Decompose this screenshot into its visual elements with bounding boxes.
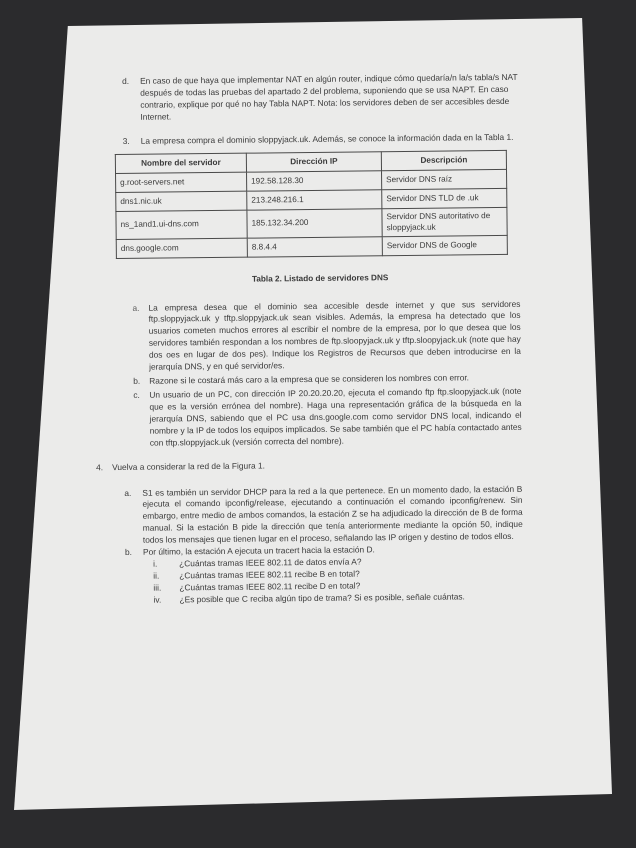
- table-cell: Servidor DNS raíz: [382, 169, 507, 189]
- question-4: [96, 457, 523, 607]
- table-cell: Servidor DNS TLD de .uk: [382, 188, 507, 208]
- table-row: [116, 235, 507, 258]
- item-text: ¿Es posible que C reciba algún tipo de trama? Si es posible, señale cuántas.: [179, 591, 465, 605]
- document-content: [96, 71, 524, 607]
- item-text: Por último, la estación A ejecuta un tracert hacia la estación D.: [142, 544, 375, 557]
- table-cell: ns_1and1.ui-dns.com: [116, 210, 247, 240]
- item-marker: a.: [132, 302, 140, 313]
- item-text: La empresa desea que el dominio sea accesible desde internet y que sus servidores ftp.sloppyjack.uk y tftp.sloppyjack.uk sean visibles. Además, la empresa ha detectado que los usuarios cometen muchos errores al escribir el nombre de la empresa, por lo que desea que los servidores también respondan a los nombres de ftp.sloopyjack.uk y tftp.sloopyjack.uk (note que hay dos oes en lugar de dos pes). Indique los Registros de Recursos que deben introducirse en la jerarquía DNS, y en qué servidor/es.: [148, 298, 521, 372]
- table-row: [116, 207, 507, 239]
- table-header: Nombre del servidor: [115, 153, 246, 173]
- item-text: ¿Cuántas tramas IEEE 802.11 recibe D en total?: [179, 580, 361, 593]
- item-marker: iii.: [153, 582, 162, 593]
- item-text: Un usuario de un PC, con dirección IP 20.20.20.20, ejecuta el comando ftp ftp.sloopyjack.uk (note que es la versión errónea del nombre). Haga una representación gráfica de la búsqueda en la jerarquía DNS, sabiendo que el PC usa dns.google.com como servidor DNS local, indicando el nombre y la IP de todos los equipos implicados. Se sabe también que el PC había contactado antes con tftp.sloppyjack.uk (versión correcta del nombre).: [149, 385, 522, 448]
- table-header: Dirección IP: [246, 151, 381, 171]
- table-cell: Servidor DNS de Google: [382, 235, 507, 255]
- table-cell: 213.248.216.1: [247, 189, 382, 209]
- item-text: En caso de que haya que implementar NAT en algún router, indique cómo quedaría/n la/s tabla/s NAT después de todas las pruebas del apartado 2 del problema, suponiendo que se usa NAPT. En caso contrario, explique por qué no hay Tabla NAPT. Nota: los servidores deben de ser accesibles desde Internet.: [139, 71, 518, 122]
- table-cell: 8.8.4.4: [247, 237, 382, 257]
- item-marker: a.: [124, 487, 132, 498]
- item-marker: c.: [133, 389, 140, 400]
- table-cell: dns.google.com: [116, 238, 247, 258]
- question-4a: [124, 483, 523, 547]
- table-cell: g.root-servers.net: [116, 172, 247, 192]
- question-3d: [118, 72, 518, 124]
- table-cell: 192.58.128.30: [247, 170, 382, 190]
- table-cell: Servidor DNS autoritativo de sloppyjack.uk: [382, 207, 507, 237]
- item-marker: ii.: [153, 570, 160, 581]
- question-3: [119, 131, 519, 147]
- item-text: ¿Cuántas tramas IEEE 802.11 recibe B en total?: [179, 568, 360, 581]
- table-cell: dns1.nic.uk: [116, 191, 247, 211]
- question-marker: 3.: [122, 135, 130, 146]
- item-marker: d.: [121, 75, 130, 86]
- question-text: Vuelva a considerar la red de la Figura 1.: [112, 460, 265, 472]
- item-text: ¿Cuántas tramas IEEE 802.11 de datos envía A?: [179, 556, 362, 569]
- dns-servers-table: [115, 150, 508, 259]
- item-marker: b.: [124, 547, 133, 558]
- item-text: S1 es también un servidor DHCP para la red a la que pertenece. En un momento dado, la estación B ejecuta el comando ipconfig/release, ejecutando a continuación el comando ipconfig/renew. Sin embargo, entre medio de ambos comandos, la estación Z se ha adjudicado la dirección de B de forma manual. Si la estación B pide la dirección que tenía anteriormente mediante la opción 50, indique todos los mensajes que tienen lugar en el proceso, señalando las IP origen y destino de todos ellos.: [142, 483, 523, 545]
- item-text: Razone si le costará más caro a la empresa que se consideren los nombres con error.: [149, 372, 470, 386]
- question-text: La empresa compra el dominio sloppyjack.uk. Además, se conoce la información dada en la Tabla 1.: [140, 131, 514, 146]
- item-marker: b.: [133, 375, 141, 386]
- table-caption: Tabla 2. Listado de servidores DNS: [251, 273, 389, 284]
- question-3c: [121, 386, 522, 450]
- table-header: Descripción: [381, 150, 506, 170]
- question-marker: 4.: [96, 461, 104, 472]
- item-marker: iv.: [153, 594, 162, 605]
- table-cell: 185.132.34.200: [247, 208, 382, 238]
- item-marker: i.: [153, 558, 158, 569]
- question-3a: [120, 298, 521, 374]
